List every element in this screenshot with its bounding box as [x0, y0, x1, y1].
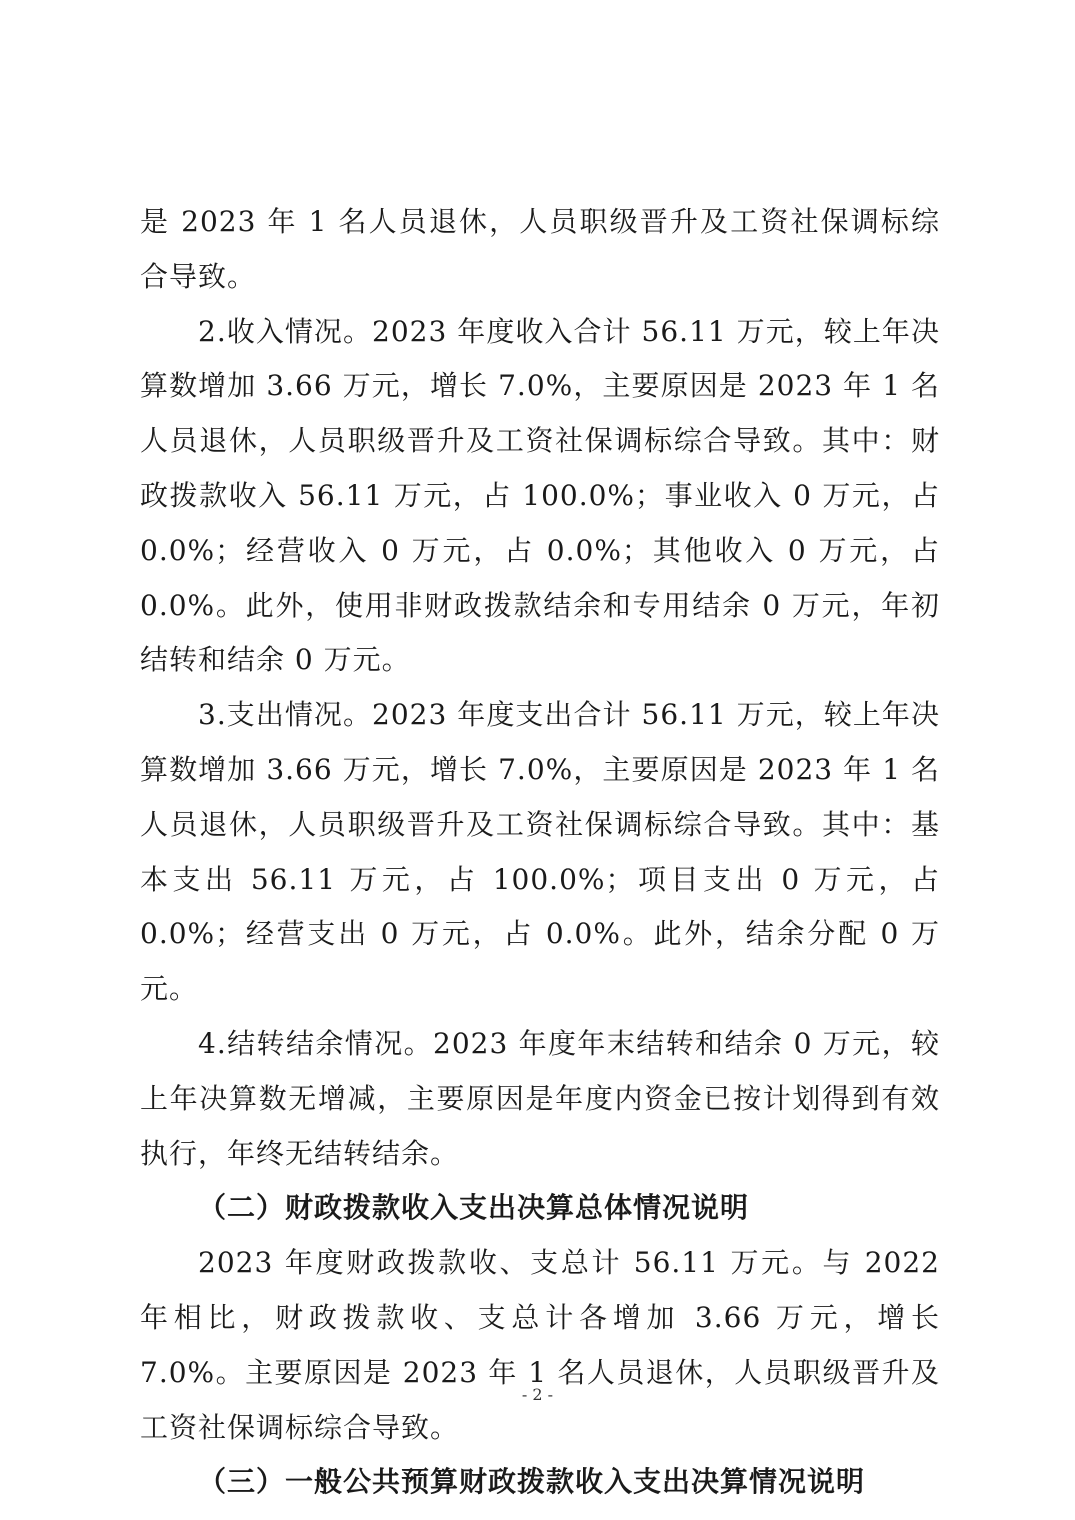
- paragraph-carryover: 4.结转结余情况。2023 年度年末结转和结余 0 万元，较上年决算数无增减，主要原因是年度内资金已按计划得到有效执行，年终无结转结余。: [140, 1026, 940, 1170]
- paragraph-continuation: 是 2023 年 1 名人员退休，人员职级晋升及工资社保调标综合导致。: [140, 205, 940, 293]
- section-heading-general-budget: （三）一般公共预算财政拨款收入支出决算情况说明: [198, 1465, 866, 1499]
- page-number: - 2 -: [521, 1385, 554, 1404]
- section-heading-fiscal-overview: （二）财政拨款收入支出决算总体情况说明: [198, 1191, 750, 1225]
- paragraph-fiscal-overview: 2023 年度财政拨款收、支总计 56.11 万元。与 2022 年相比，财政拨款收、支总计各增加 3.66 万元，增长 7.0%。主要原因是 2023 年 1 名人员退休，人员职级晋升及工资社保调标综合导致。: [140, 1246, 940, 1444]
- paragraph-income: 2.收入情况。2023 年度收入合计 56.11 万元，较上年决算数增加 3.66 万元，增长 7.0%，主要原因是 2023 年 1 名人员退休，人员职级晋升及工资社保调标综合导致。其中：财政拨款收入 56.11 万元，占 100.0%；事业收入 0 万元，占 0.0%；经营收入 0 万元，占 0.0%；其他收入 0 万元，占 0.0%。此外，使用非财政拨款结余和专用结余 0 万元，年初结转和结余 0 万元。: [140, 314, 940, 677]
- paragraph-expenditure: 3.支出情况。2023 年度支出合计 56.11 万元，较上年决算数增加 3.66 万元，增长 7.0%，主要原因是 2023 年 1 名人员退休，人员职级晋升及工资社保调标综合导致。其中：基本支出 56.11 万元，占 100.0%；项目支出 0 万元，占 0.0%；经营支出 0 万元，占 0.0%。此外，结余分配 0 万元。: [140, 698, 940, 1006]
- document-body: [140, 195, 940, 1510]
